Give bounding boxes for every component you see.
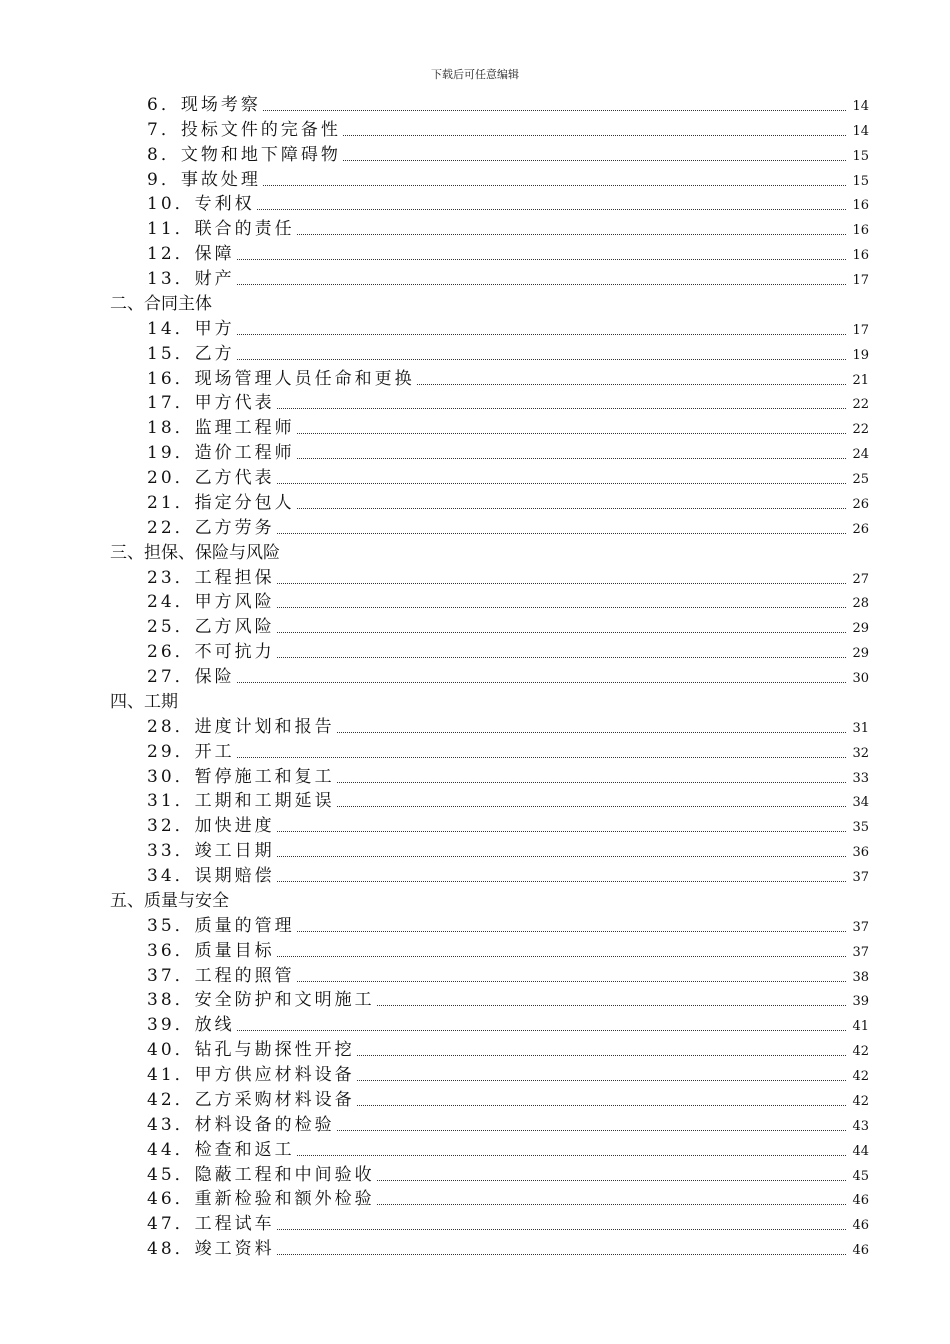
toc-entry-title: 四、工期: [110, 691, 178, 712]
dot-leader: [297, 504, 846, 509]
toc-page-number: 24: [852, 447, 869, 463]
toc-entry: [0, 192, 950, 217]
toc-entry: [0, 117, 950, 142]
toc-page-number: 36: [852, 845, 869, 861]
toc-entry: [0, 415, 950, 440]
toc-entry: [0, 813, 950, 838]
toc-entry-title: 33．竣工日期: [147, 841, 275, 862]
dot-leader: [237, 355, 846, 360]
toc-page-number: 22: [852, 397, 869, 413]
dot-leader: [343, 156, 846, 161]
toc-section-heading: [0, 291, 950, 316]
toc-entry: [0, 266, 950, 291]
toc-entry: [0, 1012, 950, 1037]
toc-entry-title: 35．质量的管理: [147, 915, 295, 936]
toc-page-number: 26: [852, 521, 869, 537]
toc-entry-title: 37．工程的照管: [147, 965, 295, 986]
toc-entry: [0, 565, 950, 590]
toc-section-heading: [0, 689, 950, 714]
toc-page-number: 17: [852, 273, 869, 288]
toc-entry-title: 13．财产: [147, 269, 235, 289]
toc-entry-title: 31．工期和工期延误: [147, 791, 335, 812]
dot-leader: [237, 1026, 846, 1031]
toc-entry-title: 五、质量与安全: [110, 890, 229, 911]
toc-page-number: 42: [852, 1044, 869, 1060]
toc-entry: [0, 639, 950, 664]
toc-page-number: 28: [852, 596, 869, 612]
toc-entry-title: 34．误期赔偿: [147, 866, 275, 886]
toc-entry-title: 三、担保、保险与风险: [110, 542, 280, 563]
table-of-contents: [0, 92, 950, 1261]
dot-leader: [237, 678, 846, 683]
toc-entry: [0, 913, 950, 938]
dot-leader: [277, 479, 846, 484]
toc-entry-title: 6．现场考察: [147, 94, 261, 115]
toc-page-number: 42: [852, 1093, 869, 1109]
dot-leader: [357, 1101, 846, 1106]
toc-page-number: 19: [852, 347, 869, 363]
toc-page-number: 15: [852, 148, 869, 164]
toc-entry-title: 11．联合的责任: [147, 219, 295, 240]
dot-leader: [357, 1076, 846, 1081]
toc-entry-title: 14．甲方: [147, 318, 235, 339]
dot-leader: [237, 330, 846, 335]
toc-page-number: 37: [852, 870, 869, 885]
toc-entry: [0, 863, 950, 888]
toc-page-number: 38: [852, 969, 869, 985]
toc-entry-title: 38．安全防护和文明施工: [147, 990, 375, 1011]
toc-entry-title: 22．乙方劳务: [147, 517, 275, 538]
toc-entry: [0, 664, 950, 689]
dot-leader: [297, 429, 846, 434]
toc-entry-title: 45．隐蔽工程和中间验收: [147, 1164, 375, 1185]
toc-entry-title: 36．质量目标: [147, 940, 275, 961]
toc-entry-title: 17．甲方代表: [147, 393, 275, 414]
dot-leader: [263, 106, 846, 111]
toc-entry: [0, 590, 950, 615]
toc-entry-title: 39．放线: [147, 1015, 235, 1036]
toc-entry: [0, 1187, 950, 1212]
dot-leader: [357, 1051, 846, 1056]
dot-leader: [377, 1001, 846, 1006]
toc-entry-title: 8．文物和地下障碍物: [147, 144, 341, 165]
toc-entry: [0, 739, 950, 764]
toc-entry: [0, 92, 950, 117]
toc-page-number: 42: [852, 1069, 869, 1084]
toc-entry: [0, 142, 950, 167]
toc-entry: [0, 988, 950, 1013]
dot-leader: [277, 628, 846, 633]
toc-page-number: 43: [852, 1118, 869, 1134]
dot-leader: [277, 852, 846, 857]
toc-page-number: 44: [852, 1143, 869, 1159]
toc-entry: [0, 1137, 950, 1162]
toc-page-number: 31: [852, 720, 869, 736]
toc-entry-title: 19．造价工程师: [147, 443, 295, 464]
toc-section-heading: [0, 888, 950, 913]
dot-leader: [417, 380, 846, 385]
toc-entry: [0, 1211, 950, 1236]
toc-entry-title: 12．保障: [147, 244, 235, 265]
toc-entry: [0, 241, 950, 266]
toc-entry-title: 44．检查和返工: [147, 1139, 295, 1160]
toc-entry-title: 29．开工: [147, 741, 235, 762]
dot-leader: [277, 952, 846, 957]
toc-entry-title: 15．乙方: [147, 343, 235, 364]
toc-entry-title: 30．暂停施工和复工: [147, 766, 335, 787]
toc-page-number: 17: [852, 322, 869, 338]
toc-entry-title: 23．工程担保: [147, 567, 275, 588]
toc-page-number: 26: [852, 496, 869, 512]
toc-page-number: 14: [852, 123, 869, 139]
toc-entry-title: 46．重新检验和额外检验: [147, 1189, 375, 1210]
toc-entry: [0, 167, 950, 192]
toc-entry: [0, 938, 950, 963]
dot-leader: [277, 579, 846, 584]
dot-leader: [297, 927, 846, 932]
toc-page-number: 37: [852, 944, 869, 960]
dot-leader: [343, 131, 846, 136]
dot-leader: [263, 181, 846, 186]
toc-entry-title: 47．工程试车: [147, 1214, 275, 1235]
toc-entry-title: 20．乙方代表: [147, 468, 275, 488]
toc-entry-title: 7．投标文件的完备性: [147, 119, 341, 140]
toc-page-number: 46: [852, 1193, 869, 1209]
toc-entry: [0, 1162, 950, 1187]
dot-leader: [297, 977, 846, 982]
toc-page-number: 14: [852, 98, 869, 114]
toc-page-number: 35: [852, 820, 869, 836]
toc-entry-title: 28．进度计划和报告: [147, 716, 335, 737]
toc-entry: [0, 366, 950, 391]
dot-leader: [337, 802, 846, 807]
toc-page-number: 15: [852, 173, 869, 189]
toc-entry: [0, 1062, 950, 1087]
toc-page-number: 22: [852, 422, 869, 438]
dot-leader: [277, 827, 846, 832]
toc-entry: [0, 838, 950, 863]
toc-entry: [0, 440, 950, 465]
toc-entry: [0, 490, 950, 515]
toc-page-number: 25: [852, 472, 869, 487]
toc-entry: [0, 714, 950, 739]
toc-page-number: 41: [852, 1019, 869, 1035]
dot-leader: [277, 877, 846, 882]
toc-entry-title: 26．不可抗力: [147, 642, 275, 663]
toc-entry-title: 16．现场管理人员任命和更换: [147, 368, 415, 389]
toc-page-number: 34: [852, 795, 869, 811]
toc-entry: [0, 216, 950, 241]
toc-page-number: 33: [852, 770, 869, 786]
dot-leader: [257, 205, 846, 210]
toc-entry: [0, 1112, 950, 1137]
toc-entry-title: 32．加快进度: [147, 816, 275, 837]
toc-entry: [0, 1236, 950, 1261]
dot-leader: [237, 255, 846, 260]
toc-entry-title: 9．事故处理: [147, 169, 261, 190]
dot-leader: [297, 454, 846, 459]
toc-entry-title: 二、合同主体: [110, 293, 212, 314]
toc-entry: [0, 963, 950, 988]
dot-leader: [297, 1151, 846, 1156]
toc-entry: [0, 1087, 950, 1112]
toc-page-number: 16: [852, 248, 869, 264]
toc-entry: [0, 391, 950, 416]
toc-page-number: 29: [852, 621, 869, 637]
page-header: 下载后可任意编辑: [431, 68, 519, 81]
dot-leader: [277, 1250, 846, 1255]
toc-section-heading: [0, 540, 950, 565]
toc-page-number: 30: [852, 671, 869, 686]
toc-entry: [0, 341, 950, 366]
toc-page-number: 21: [852, 372, 869, 388]
toc-entry-title: 48．竣工资料: [147, 1239, 275, 1260]
toc-entry-title: 40．钻孔与勘探性开挖: [147, 1040, 355, 1061]
toc-page-number: 46: [852, 1218, 869, 1234]
toc-page-number: 29: [852, 646, 869, 662]
dot-leader: [277, 653, 846, 658]
toc-page-number: 32: [852, 745, 869, 761]
dot-leader: [377, 1176, 846, 1181]
dot-leader: [297, 230, 846, 235]
toc-entry-title: 25．乙方风险: [147, 617, 275, 638]
dot-leader: [277, 529, 846, 534]
toc-entry: [0, 614, 950, 639]
toc-page-number: 37: [852, 919, 869, 935]
toc-page-number: 16: [852, 198, 869, 214]
toc-entry-title: 41．甲方供应材料设备: [147, 1065, 355, 1085]
toc-page-number: 27: [852, 571, 869, 587]
dot-leader: [277, 603, 846, 608]
dot-leader: [377, 1200, 846, 1205]
toc-page-number: 16: [852, 223, 869, 239]
toc-entry: [0, 1037, 950, 1062]
toc-entry-title: 24．甲方风险: [147, 592, 275, 613]
toc-entry-title: 21．指定分包人: [147, 492, 295, 513]
dot-leader: [237, 753, 846, 758]
dot-leader: [277, 1225, 846, 1230]
toc-entry: [0, 515, 950, 540]
toc-entry-title: 42．乙方采购材料设备: [147, 1089, 355, 1110]
toc-entry-title: 27．保险: [147, 667, 235, 687]
toc-entry: [0, 764, 950, 789]
dot-leader: [237, 280, 846, 285]
toc-entry-title: 18．监理工程师: [147, 418, 295, 439]
toc-entry: [0, 789, 950, 814]
toc-page-number: 39: [852, 994, 869, 1010]
toc-entry-title: 43．材料设备的检验: [147, 1114, 335, 1135]
dot-leader: [337, 778, 846, 783]
toc-page-number: 45: [852, 1168, 869, 1184]
dot-leader: [337, 728, 846, 733]
dot-leader: [277, 404, 846, 409]
dot-leader: [337, 1126, 846, 1131]
toc-entry: [0, 316, 950, 341]
toc-entry-title: 10．专利权: [147, 194, 255, 215]
toc-page-number: 46: [852, 1243, 869, 1259]
toc-entry: [0, 465, 950, 490]
